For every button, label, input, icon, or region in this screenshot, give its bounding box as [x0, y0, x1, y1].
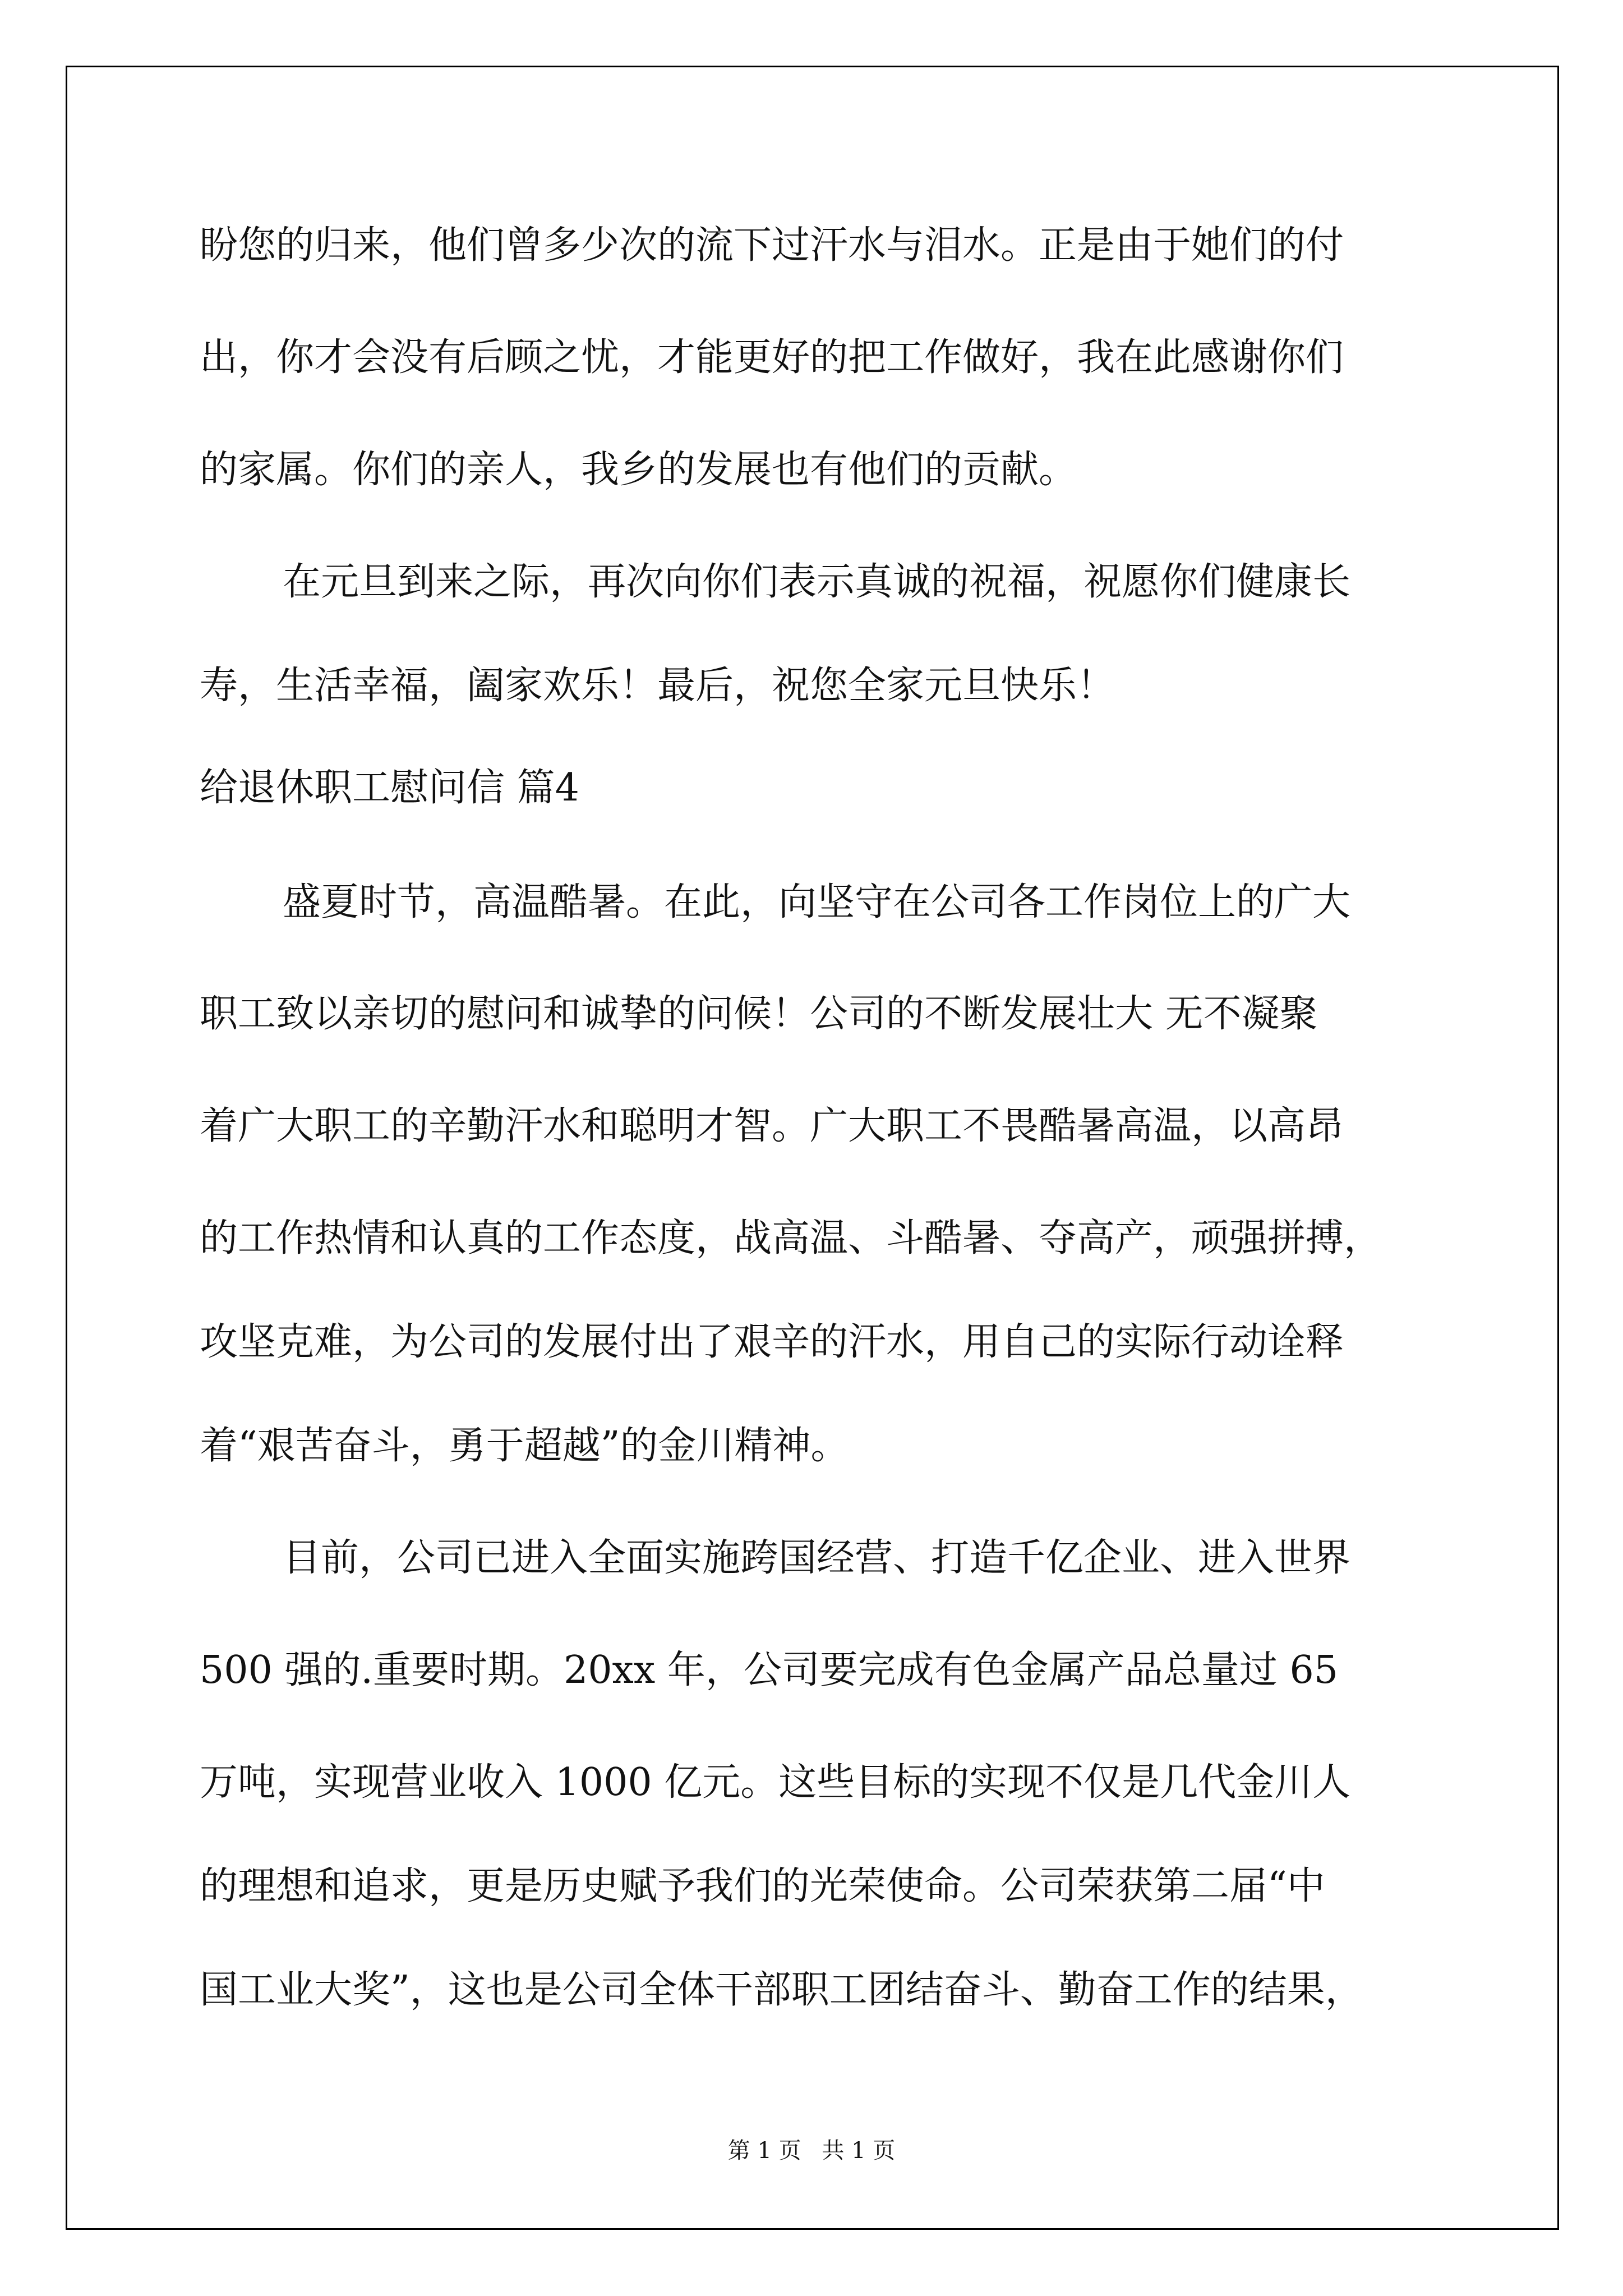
paragraph-line: 出，你才会没有后顾之忧，才能更好的把工作做好，我在此感谢你们	[200, 335, 1344, 380]
paragraph-line: 的理想和追求，更是历史赋予我们的光荣使命。公司荣获第二届“中	[200, 1864, 1325, 1908]
paragraph-line: 在元旦到来之际，再次向你们表示真诚的祝福，祝愿你们健康长	[283, 560, 1351, 604]
paragraph-line: 盛夏时节，高温酷暑。在此，向坚守在公司各工作岗位上的广大	[283, 880, 1351, 924]
paragraph-line: 目前，公司已进入全面实施跨国经营、打造千亿企业、进入世界	[283, 1536, 1351, 1580]
paragraph-line: 攻坚克难，为公司的发展付出了艰辛的汗水，用自己的实际行动诠释	[200, 1320, 1344, 1364]
paragraph-line: 500 强的.重要时期。20xx 年，公司要完成有色金属产品总量过 65	[200, 1648, 1339, 1692]
paragraph-line: 寿，生活幸福，阖家欢乐！最后，祝您全家元旦快乐！	[200, 664, 1115, 708]
page-number: 第 1 页	[727, 2138, 801, 2164]
page-footer	[0, 2133, 1623, 2165]
paragraph-line: 盼您的归来，他们曾多少次的流下过汗水与泪水。正是由于她们的付	[200, 223, 1344, 268]
page-total: 共 1 页	[822, 2138, 896, 2164]
paragraph-line: 着广大职工的辛勤汗水和聪明才智。广大职工不畏酷暑高温，以高昂	[200, 1104, 1344, 1148]
paragraph-line: 职工致以亲切的慰问和诚挚的问候！公司的不断发展壮大 无不凝聚	[200, 992, 1318, 1036]
paragraph-line: 着“艰苦奋斗，勇于超越”的金川精神。	[200, 1424, 849, 1468]
paragraph-line: 的工作热情和认真的工作态度，战高温、斗酷暑、夺高产，顽强拼搏，	[200, 1216, 1382, 1260]
paragraph-line: 国工业大奖”，这也是公司全体干部职工团结奋斗、勤奋工作的结果，	[200, 1968, 1363, 2012]
paragraph-line: 万吨，实现营业收入 1000 亿元。这些目标的实现不仅是几代金川人	[200, 1760, 1351, 1805]
paragraph-line: 的家属。你们的亲人，我乡的发展也有他们的贡献。	[200, 448, 1077, 492]
section-heading: 给退休职工慰问信 篇4	[200, 766, 579, 810]
